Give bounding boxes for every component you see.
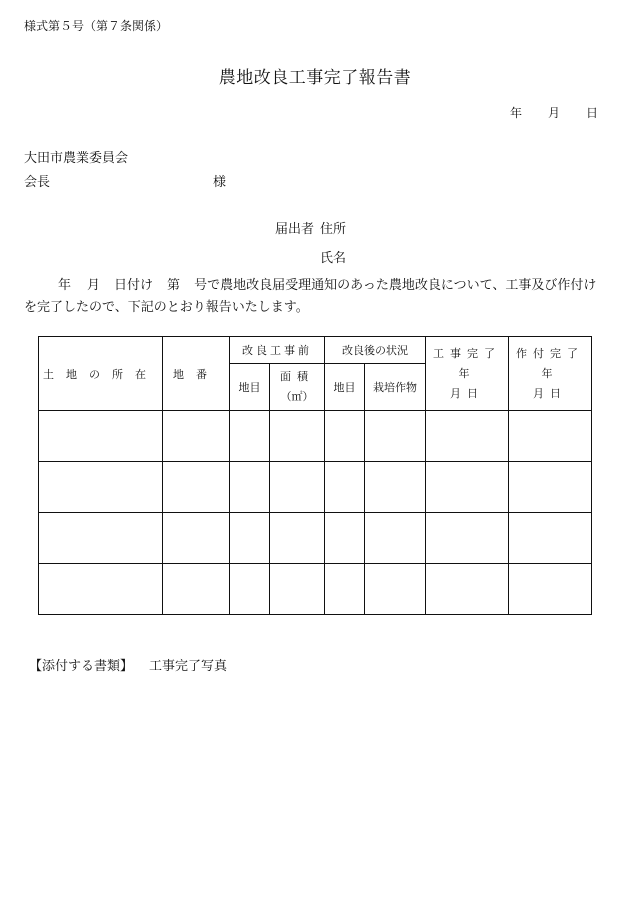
header-lot-number: 地番 [163,337,230,411]
body-main-text: 号で農地改良届受理通知のあった農地改良について、工事及び作付けを完了したので、下記のとおり報告いたします。 [24,278,597,315]
header-after-group: 改良後の状況 [325,337,426,364]
cell-crop[interactable] [365,564,426,615]
cell-location[interactable] [39,411,163,462]
body-month: 月 [87,278,101,293]
cell-location[interactable] [39,462,163,513]
header-before-group: 改良工事前 [230,337,325,364]
cell-area[interactable] [270,411,325,462]
page-title: 農地改良工事完了報告書 [218,68,412,88]
cell-lot-number[interactable] [163,513,230,564]
cell-before-category[interactable] [230,462,270,513]
date-day: 日 [585,106,598,120]
applicant-address-row [275,218,346,237]
applicant-label: 届出者 [275,222,315,237]
attachments-item: 工事完了写真 [149,659,228,674]
recipient-title: 会長 [24,175,51,190]
cell-lot-number[interactable] [163,462,230,513]
cell-after-category[interactable] [325,513,365,564]
table-row [39,462,592,513]
cell-after-category[interactable] [325,564,365,615]
cell-construction-date[interactable] [426,462,509,513]
cell-lot-number[interactable] [163,564,230,615]
cell-after-category[interactable] [325,462,365,513]
cell-construction-date[interactable] [426,564,509,615]
attachments-label: 【添付する書類】 [29,659,134,674]
recipient-title-row [24,171,234,190]
body-day-suffix: 日付け [114,278,154,293]
attachments-line [29,655,227,674]
cell-area[interactable] [270,513,325,564]
report-table [38,336,592,615]
applicant-name-label: 氏名 [320,251,347,266]
cell-before-category[interactable] [230,411,270,462]
cell-after-category[interactable] [325,411,365,462]
header-after-category: 地目 [325,364,365,411]
date-line [510,104,598,121]
cell-planting-date[interactable] [509,513,592,564]
cell-before-category[interactable] [230,564,270,615]
cell-location[interactable] [39,513,163,564]
cell-planting-date[interactable] [509,462,592,513]
body-year: 年 [58,278,72,293]
form-number: 様式第５号（第７条関係） [24,19,169,33]
header-location: 土地の所在 [39,337,163,411]
cell-crop[interactable] [365,513,426,564]
table-row [39,513,592,564]
report-body-text [24,275,604,319]
cell-crop[interactable] [365,462,426,513]
header-construction-completion: 工事完了年 月日 [426,337,509,411]
table-header-row-1 [39,337,592,364]
cell-crop[interactable] [365,411,426,462]
table-row [39,564,592,615]
header-area: 面積 （㎡） [270,364,325,411]
body-number-prefix: 第 [167,278,181,293]
recipient-honorific: 様 [213,175,227,190]
header-before-category: 地目 [230,364,270,411]
date-month: 月 [547,106,560,120]
cell-planting-date[interactable] [509,564,592,615]
cell-location[interactable] [39,564,163,615]
cell-construction-date[interactable] [426,513,509,564]
date-year: 年 [509,106,522,120]
cell-planting-date[interactable] [509,411,592,462]
cell-area[interactable] [270,564,325,615]
cell-area[interactable] [270,462,325,513]
address-label: 住所 [320,222,347,237]
recipient-organization: 大田市農業委員会 [24,151,129,166]
header-planting-completion: 作付完了年 月日 [509,337,592,411]
cell-construction-date[interactable] [426,411,509,462]
cell-lot-number[interactable] [163,411,230,462]
table-row [39,411,592,462]
cell-before-category[interactable] [230,513,270,564]
header-crop: 栽培作物 [365,364,426,411]
